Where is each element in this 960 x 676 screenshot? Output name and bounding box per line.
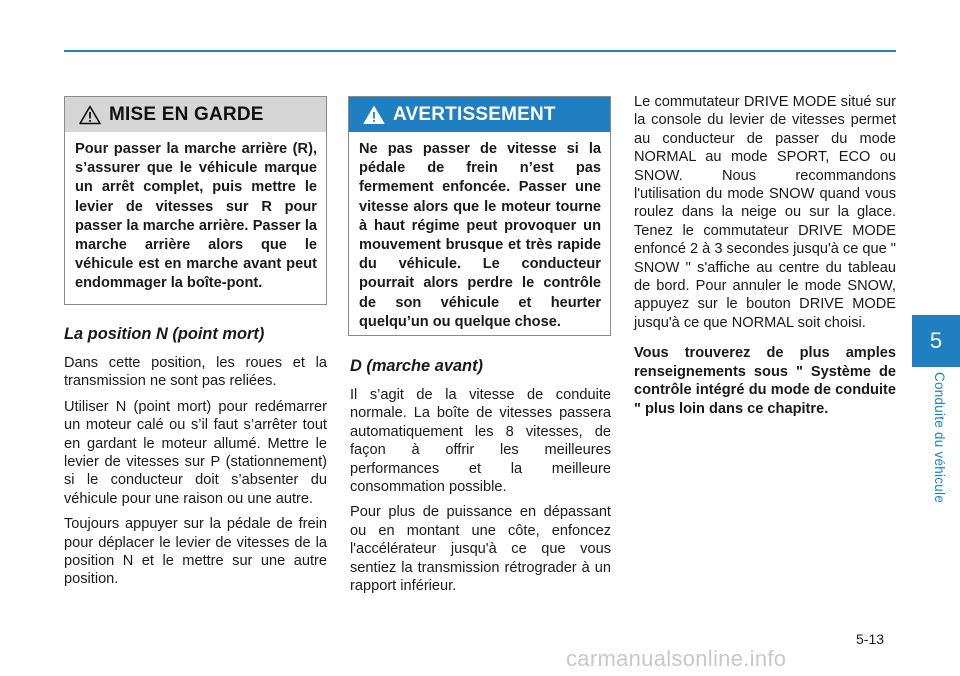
drive-heading: D (marche avant) bbox=[350, 357, 483, 375]
page-number: 5-13 bbox=[856, 631, 885, 647]
neutral-paragraph: Utiliser N (point mort) pour redémarrer un moteur calé ou s’il faut s’arrêter tout en gardant le moteur allumé. Mettre le levier de vitesses sur P (stationnement) si le conducteur doit s’absenter du véhicule pour une raison ou une autre. bbox=[64, 398, 327, 507]
drive-mode-paragraph: Le commutateur DRIVE MODE situé sur la console du levier de vitesses permet au conducteur de passer du mode NORMAL au mode SPORT, ECO ou SNOW. Nous recommandons l'utilisation du mode SNOW quand vous roulez dans la neige ou sur la glace. Tenez le commutateur DRIVE MODE enfoncé 2 à 3 secondes jusqu'à ce que " SNOW " s'affiche au centre du tableau de bord. Pour annuler le mode SNOW, appuyez sur le bouton DRIVE MODE jusqu'à ce que NORMAL soit choisi. bbox=[634, 94, 896, 331]
chapter-number-tab: 5 bbox=[912, 315, 960, 367]
drive-paragraph: Pour plus de puissance en dépassant ou en montant une côte, enfoncez l'accélérateur jusqu'à ce que vous sentiez la transmission rétrograder à un rapport inférieur. bbox=[350, 504, 611, 595]
warning-header bbox=[349, 97, 610, 132]
warning-triangle-icon bbox=[363, 105, 385, 125]
caution-title: MISE EN GARDE bbox=[109, 103, 264, 125]
caution-header bbox=[65, 97, 326, 132]
top-rule bbox=[64, 50, 896, 52]
neutral-heading: La position N (point mort) bbox=[64, 325, 265, 343]
warning-box bbox=[348, 96, 611, 336]
warning-title: AVERTISSEMENT bbox=[393, 103, 556, 125]
neutral-paragraph: Toujours appuyer sur la pédale de frein pour déplacer le levier de vitesses de la position N et le mettre sur une autre position. bbox=[64, 516, 327, 588]
chapter-title: Conduite du véhicule bbox=[932, 372, 947, 504]
drive-section bbox=[350, 356, 611, 602]
neutral-paragraph: Dans cette position, les roues et la transmission ne sont pas reliées. bbox=[64, 355, 327, 390]
drive-paragraph: Il s’agit de la vitesse de conduite normale. La boîte de vitesses passera automatiquement les 8 vitesses, de façon à offrir les meilleures performances et la meilleure consommation possible. bbox=[350, 387, 611, 496]
caution-box bbox=[64, 96, 327, 305]
caution-text: Pour passer la marche arrière (R), s’assurer que le véhicule marque un arrêt complet, puis mettre le levier de vitesses sur R pour passer la marche arrière. Passer la marche arrière alors que le véhicule est en marche avant peut endommager la boîte-pont. bbox=[75, 141, 317, 292]
watermark: carmanualsonline.info bbox=[566, 646, 787, 671]
drive-mode-note: Vous trouverez de plus amples renseignements sous " Système de contrôle intégré du mode de conduite " plus loin dans ce chapitre. bbox=[634, 345, 896, 417]
neutral-section bbox=[64, 324, 327, 596]
warning-triangle-icon bbox=[79, 105, 101, 125]
drive-mode-section bbox=[634, 93, 896, 425]
warning-text: Ne pas passer de vitesse si la pédale de frein n’est pas fermement enfoncée. Passer une vitesse alors que le moteur tourne à haut régime peut provoquer un mouvement brusque et très rapide du véhicule. Le conducteur pourrait alors perdre le contrôle de son véhicule et heurter quelqu’un ou quelque chose. bbox=[359, 141, 601, 330]
